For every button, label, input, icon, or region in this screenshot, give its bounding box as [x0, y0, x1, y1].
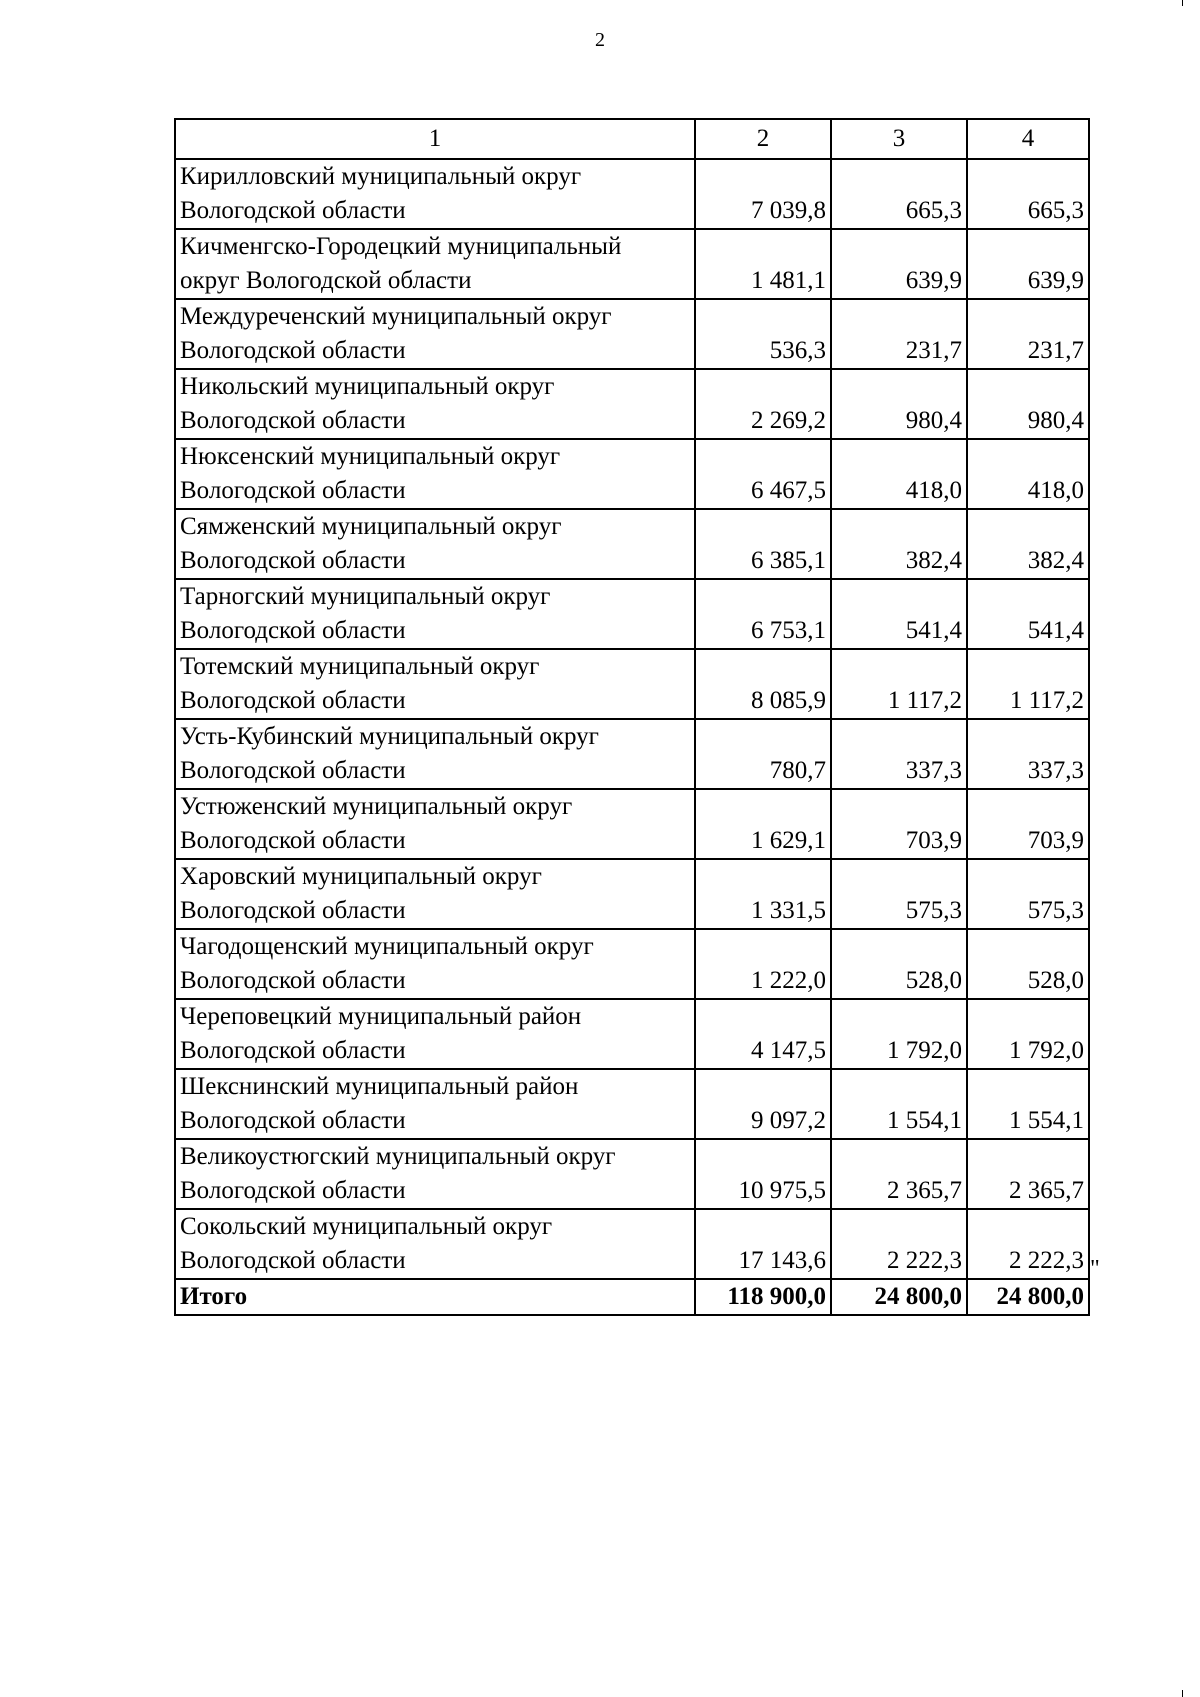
value-col-3: 1 117,2 — [831, 649, 967, 719]
municipality-name — [175, 1209, 695, 1279]
name-line-2: Вологодской области — [180, 617, 406, 644]
value-col-2: 8 085,9 — [695, 649, 831, 719]
municipality-name — [175, 999, 695, 1069]
page-number: 2 — [595, 29, 605, 51]
name-line-2: Вологодской области — [180, 197, 406, 224]
value-col-2: 780,7 — [695, 719, 831, 789]
value-col-3: 575,3 — [831, 859, 967, 929]
name-line-2: Вологодской области — [180, 407, 406, 434]
value-col-3: 231,7 — [831, 299, 967, 369]
value-col-3: 703,9 — [831, 789, 967, 859]
table-row — [175, 859, 1089, 929]
value-col-4: 703,9 — [967, 789, 1089, 859]
value-col-3: 528,0 — [831, 929, 967, 999]
value-col-4: 1 117,2 — [967, 649, 1089, 719]
value-col-2: 6 753,1 — [695, 579, 831, 649]
value-col-2: 6 385,1 — [695, 509, 831, 579]
value-col-3: 1 554,1 — [831, 1069, 967, 1139]
total-col-2: 118 900,0 — [695, 1279, 831, 1315]
municipality-name — [175, 579, 695, 649]
table-row — [175, 719, 1089, 789]
table-row — [175, 789, 1089, 859]
value-col-4: 231,7 — [967, 299, 1089, 369]
value-col-3: 541,4 — [831, 579, 967, 649]
name-line-1: Устюженский муниципальный округ — [180, 793, 573, 820]
value-col-2: 1 331,5 — [695, 859, 831, 929]
name-line-2: Вологодской области — [180, 967, 406, 994]
table-row — [175, 229, 1089, 299]
name-line-2: Вологодской области — [180, 1247, 406, 1274]
municipality-name — [175, 369, 695, 439]
value-col-4: 528,0 — [967, 929, 1089, 999]
table-row — [175, 929, 1089, 999]
municipality-name — [175, 649, 695, 719]
municipality-name — [175, 229, 695, 299]
name-line-1: Харовский муниципальный округ — [180, 863, 542, 890]
header-col-3: 3 — [831, 119, 967, 159]
total-label: Итого — [175, 1279, 695, 1315]
table-body — [175, 159, 1089, 1279]
name-line-2: Вологодской области — [180, 477, 406, 504]
municipality-name — [175, 929, 695, 999]
municipality-name — [175, 719, 695, 789]
table-row — [175, 299, 1089, 369]
table-row — [175, 1209, 1089, 1279]
value-col-3: 2 222,3 — [831, 1209, 967, 1279]
value-col-4: 337,3 — [967, 719, 1089, 789]
value-col-2: 17 143,6 — [695, 1209, 831, 1279]
name-line-1: Междуреченский муниципальный округ — [180, 303, 612, 330]
value-col-2: 2 269,2 — [695, 369, 831, 439]
table-row — [175, 1139, 1089, 1209]
table-row — [175, 369, 1089, 439]
value-col-4: 1 792,0 — [967, 999, 1089, 1069]
table-row — [175, 999, 1089, 1069]
value-col-4: 665,3 — [967, 159, 1089, 229]
municipality-name — [175, 509, 695, 579]
name-line-1: Великоустюгский муниципальный округ — [180, 1143, 616, 1170]
value-col-3: 2 365,7 — [831, 1139, 967, 1209]
table-row — [175, 1069, 1089, 1139]
name-line-1: Шекснинский муниципальный район — [180, 1073, 579, 1100]
total-col-3: 24 800,0 — [831, 1279, 967, 1315]
value-col-2: 4 147,5 — [695, 999, 831, 1069]
table-row — [175, 509, 1089, 579]
name-line-2: Вологодской области — [180, 337, 406, 364]
value-col-4: 1 554,1 — [967, 1069, 1089, 1139]
table-footer — [175, 1279, 1089, 1315]
value-col-2: 1 222,0 — [695, 929, 831, 999]
municipality-name — [175, 159, 695, 229]
total-col-4: 24 800,0 — [967, 1279, 1089, 1315]
value-col-3: 639,9 — [831, 229, 967, 299]
value-col-4: 575,3 — [967, 859, 1089, 929]
name-line-2: Вологодской области — [180, 827, 406, 854]
name-line-1: Нюксенский муниципальный округ — [180, 443, 561, 470]
municipality-name — [175, 1139, 695, 1209]
value-col-2: 6 467,5 — [695, 439, 831, 509]
table-row — [175, 579, 1089, 649]
name-line-1: Тарногский муниципальный округ — [180, 583, 551, 610]
name-line-2: Вологодской области — [180, 897, 406, 924]
name-line-1: Сямженский муниципальный округ — [180, 513, 562, 540]
name-line-2: Вологодской области — [180, 757, 406, 784]
municipality-name — [175, 1069, 695, 1139]
value-col-2: 7 039,8 — [695, 159, 831, 229]
value-col-2: 536,3 — [695, 299, 831, 369]
table-row — [175, 439, 1089, 509]
name-line-1: Усть-Кубинский муниципальный округ — [180, 723, 599, 750]
name-line-1: Тотемский муниципальный округ — [180, 653, 540, 680]
value-col-2: 1 629,1 — [695, 789, 831, 859]
value-col-2: 9 097,2 — [695, 1069, 831, 1139]
value-col-2: 1 481,1 — [695, 229, 831, 299]
municipality-name — [175, 439, 695, 509]
header-row — [175, 119, 1089, 159]
municipality-name — [175, 859, 695, 929]
header-col-2: 2 — [695, 119, 831, 159]
value-col-4: 2 222,3 — [967, 1209, 1089, 1279]
name-line-1: Кирилловский муниципальный округ — [180, 163, 582, 190]
scan-artifact-top-right — [1182, 0, 1183, 6]
table-row — [175, 159, 1089, 229]
value-col-3: 337,3 — [831, 719, 967, 789]
name-line-2: Вологодской области — [180, 1107, 406, 1134]
municipality-name — [175, 299, 695, 369]
name-line-2: Вологодской области — [180, 1037, 406, 1064]
value-col-4: 541,4 — [967, 579, 1089, 649]
value-col-4: 639,9 — [967, 229, 1089, 299]
name-line-1: Чагодощенский муниципальный округ — [180, 933, 594, 960]
value-col-3: 980,4 — [831, 369, 967, 439]
value-col-4: 418,0 — [967, 439, 1089, 509]
header-col-4: 4 — [967, 119, 1089, 159]
closing-quote: " — [1090, 1256, 1100, 1282]
value-col-3: 665,3 — [831, 159, 967, 229]
header-col-1: 1 — [175, 119, 695, 159]
name-line-2: Вологодской области — [180, 1177, 406, 1204]
total-row — [175, 1279, 1089, 1315]
value-col-4: 382,4 — [967, 509, 1089, 579]
scan-artifact-bottom-right — [1182, 1690, 1183, 1697]
name-line-2: округ Вологодской области — [180, 267, 472, 294]
value-col-3: 382,4 — [831, 509, 967, 579]
value-col-3: 418,0 — [831, 439, 967, 509]
table-row — [175, 649, 1089, 719]
municipality-name — [175, 789, 695, 859]
name-line-1: Сокольский муниципальный округ — [180, 1213, 553, 1240]
allocation-table — [174, 118, 1090, 1316]
name-line-2: Вологодской области — [180, 687, 406, 714]
table-header — [175, 119, 1089, 159]
value-col-4: 980,4 — [967, 369, 1089, 439]
allocation-table-container — [174, 118, 1090, 1316]
name-line-1: Череповецкий муниципальный район — [180, 1003, 582, 1030]
value-col-2: 10 975,5 — [695, 1139, 831, 1209]
value-col-3: 1 792,0 — [831, 999, 967, 1069]
name-line-1: Никольский муниципальный округ — [180, 373, 555, 400]
name-line-2: Вологодской области — [180, 547, 406, 574]
value-col-4: 2 365,7 — [967, 1139, 1089, 1209]
name-line-1: Кичменгско-Городецкий муниципальный — [180, 233, 622, 260]
